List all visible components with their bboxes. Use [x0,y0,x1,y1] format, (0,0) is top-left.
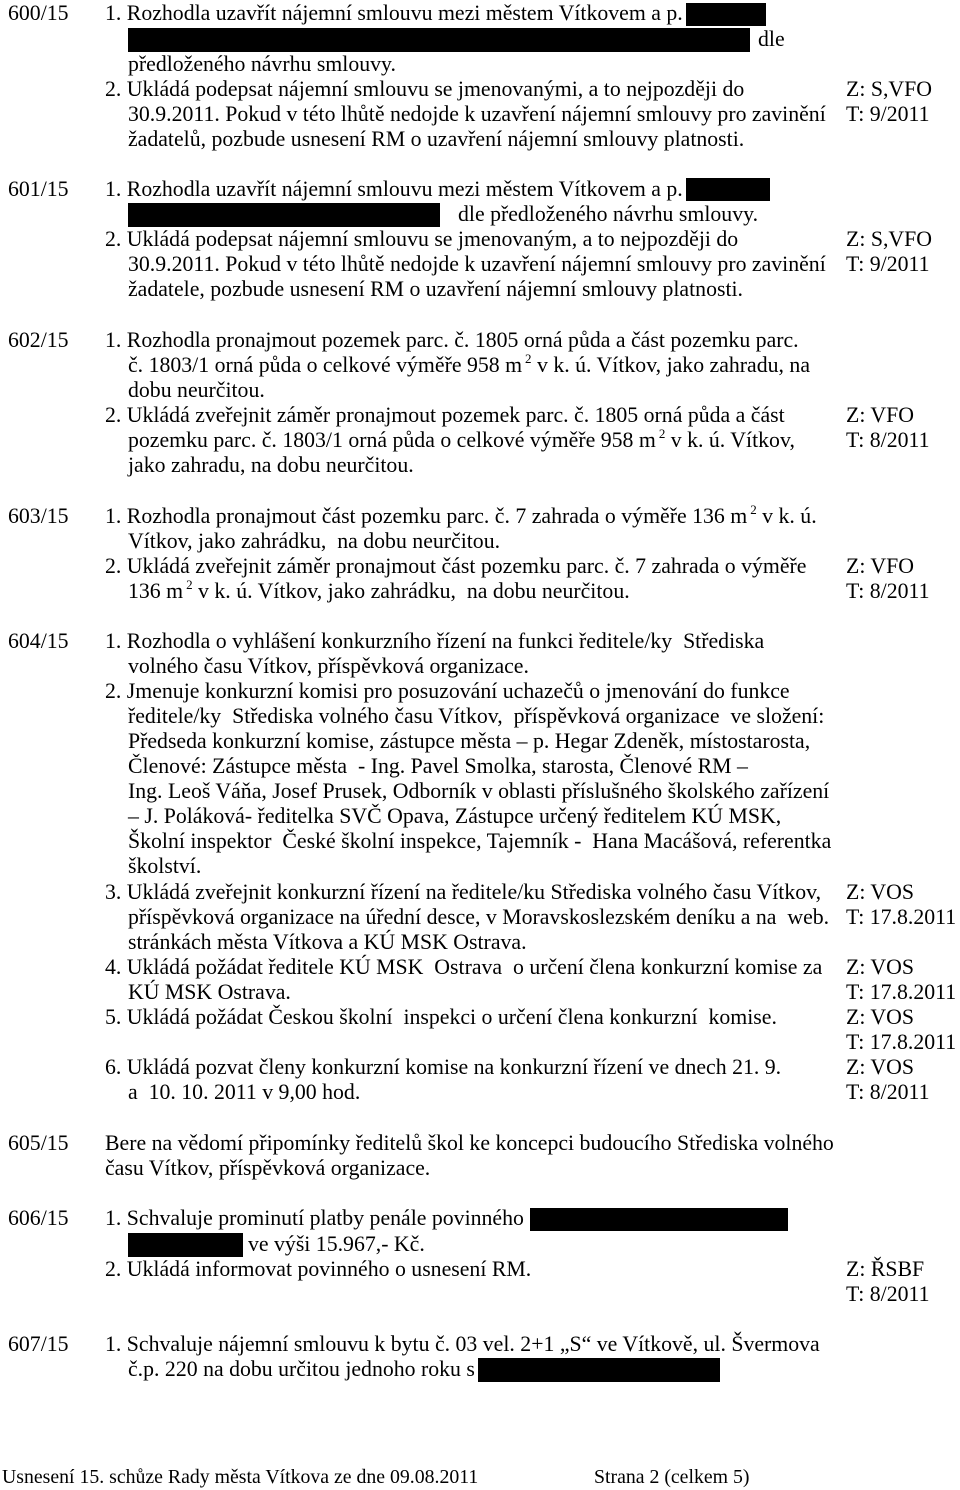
resolution-text-line [105,504,817,529]
resolution-text-line: 1. Rozhodla o vyhlášení konkurzního řízení na funkci ředitele/ky Střediska [105,629,765,653]
resolution-number: 600/15 [8,1,69,25]
resolution-text-line: 5. Ukládá požádat Českou školní inspekci o určení člena konkurzní komise. [105,1005,777,1029]
deadline-label: T: 8/2011 [846,579,930,603]
deadline-label: T: 17.8.2011 [846,905,957,929]
redaction-box [478,1358,720,1382]
resolution-text-line: dle [758,27,785,51]
redaction-box [128,1233,243,1257]
resolution-text-line: času Vítkov, příspěvková organizace. [105,1156,431,1180]
text-segment: pozemku parc. č. 1803/1 orná půda o celkové výměře 958 m [128,428,656,452]
resolution-text-line: KÚ MSK Ostrava. [128,980,291,1004]
text-segment: v k. ú. Vítkov, jako zahrádku, na dobu neurčitou. [192,579,630,603]
responsible-label: Z: S,VFO [846,77,932,101]
footer-meeting-title: Usnesení 15. schůze Rady města Vítkova ze dne 09.08.2011 [2,1466,479,1488]
text-segment: č. 1803/1 orná půda o celkové výměře 958 m [128,353,523,377]
resolution-text-line: 1. Rozhodla uzavřít nájemní smlouvu mezi městem Vítkovem a p. [105,1,683,25]
resolution-number: 601/15 [8,177,69,201]
deadline-label: T: 9/2011 [846,252,930,276]
area-superscript: 2 [658,426,666,441]
footer-page-number: Strana 2 (celkem 5) [594,1466,750,1488]
resolution-text-line: stránkách města Vítkova a KÚ MSK Ostrava. [128,930,527,954]
resolution-text-line: 1. Schvaluje prominutí platby penále povinného [105,1206,524,1230]
resolution-text-line: 2. Ukládá podepsat nájemní smlouvu se jmenovanými, a to nejpozději do [105,77,745,101]
redaction-box [530,1208,788,1231]
text-segment: v k. ú. Vítkov, [665,428,795,452]
resolution-text-line: 30.9.2011. Pokud v této lhůtě nedojde k uzavření nájemní smlouvy pro zavinění [128,102,826,126]
resolution-text-line: předloženého návrhu smlouvy. [128,52,396,76]
resolution-text-line: 1. Rozhodla pronajmout pozemek parc. č. 1805 orná půda a část pozemku parc. [105,328,799,352]
resolution-text-line [128,353,810,378]
resolution-text-line: školství. [128,854,202,878]
resolution-text-line: Vítkov, jako zahrádku, na dobu neurčitou. [128,529,501,553]
deadline-label: T: 9/2011 [846,102,930,126]
redaction-box [128,203,440,227]
resolution-text-line: 1. Schvaluje nájemní smlouvu k bytu č. 03 vel. 2+1 „S“ ve Vítkově, ul. Švermova [105,1332,820,1356]
text-segment: 136 m [128,579,184,603]
resolution-text-line: 6. Ukládá pozvat členy konkurzní komise na konkurzní řízení ve dnech 21. 9. [105,1055,782,1079]
deadline-label: T: 17.8.2011 [846,1030,957,1054]
resolution-text-line: a 10. 10. 2011 v 9,00 hod. [128,1080,361,1104]
resolution-number: 604/15 [8,629,69,653]
responsible-label: Z: S,VFO [846,227,932,251]
resolution-text-line: 2. Ukládá podepsat nájemní smlouvu se jmenovaným, a to nejpozději do [105,227,739,251]
resolution-number: 602/15 [8,328,69,352]
responsible-label: Z: VFO [846,403,915,427]
resolution-text-line: 2. Jmenuje konkurzní komisi pro posuzování uchazečů o jmenování do funkce [105,679,790,703]
responsible-label: Z: VFO [846,554,915,578]
resolution-number: 605/15 [8,1131,69,1155]
resolution-text-line: Ing. Leoš Váňa, Josef Prusek, Odborník v oblasti příslušného školského zařízení [128,779,830,803]
responsible-label: Z: VOS [846,880,915,904]
area-superscript: 2 [750,502,757,517]
resolution-text-line: dle předloženého návrhu smlouvy. [458,202,759,226]
responsible-label: Z: ŘSBF [846,1257,925,1281]
resolution-text-line: příspěvková organizace na úřední desce, v Moravskoslezském deníku a na web. [128,905,830,929]
resolution-text-line: dobu neurčitou. [128,378,265,402]
deadline-label: T: 17.8.2011 [846,980,957,1004]
resolution-text-line: žadatelů, pozbude usnesení RM o uzavření nájemní smlouvy platnosti. [128,127,745,151]
resolution-text-line: Školní inspektor České školní inspekce, Tajemník - Hana Macášová, referentka [128,829,832,853]
responsible-label: Z: VOS [846,955,915,979]
resolution-text-line [128,579,630,604]
resolution-text-line: 2. Ukládá zveřejnit záměr pronajmout část pozemku parc. č. 7 zahrada o výměře [105,554,807,578]
responsible-label: Z: VOS [846,1005,915,1029]
redaction-box [128,28,750,52]
redaction-box [686,178,770,201]
resolution-text-line: 3. Ukládá zveřejnit konkurzní řízení na ředitele/ku Střediska volného času Vítkov, [105,880,822,904]
resolution-text-line: Předseda konkurzní komise, zástupce města – p. Hegar Zdeněk, místostarosta, [128,729,811,753]
resolution-text-line: 4. Ukládá požádat ředitele KÚ MSK Ostrava o určení člena konkurzní komise za [105,955,823,979]
area-superscript: 2 [525,351,532,366]
resolution-number: 607/15 [8,1332,69,1356]
resolution-text-line: 30.9.2011. Pokud v této lhůtě nedojde k uzavření nájemní smlouvy pro zavinění [128,252,826,276]
deadline-label: T: 8/2011 [846,1080,930,1104]
resolution-text-line: ve výši 15.967,- Kč. [248,1232,425,1256]
text-segment: v k. ú. [756,504,817,528]
deadline-label: T: 8/2011 [846,428,930,452]
text-segment: 1. Rozhodla pronajmout část pozemku parc. č. 7 zahrada o výměře 136 m [105,504,748,528]
area-superscript: 2 [186,577,193,592]
resolution-text-line: 2. Ukládá informovat povinného o usnesení RM. [105,1257,532,1281]
responsible-label: Z: VOS [846,1055,915,1079]
resolution-text-line [128,428,795,453]
resolution-text-line: 2. Ukládá zveřejnit záměr pronajmout pozemek parc. č. 1805 orná půda a část [105,403,785,427]
resolution-number: 603/15 [8,504,69,528]
redaction-box [686,3,766,26]
resolution-text-line: jako zahradu, na dobu neurčitou. [128,453,414,477]
resolution-text-line: 1. Rozhodla uzavřít nájemní smlouvu mezi městem Vítkovem a p. [105,177,683,201]
resolution-text-line: č.p. 220 na dobu určitou jednoho roku s [128,1357,475,1381]
text-segment: v k. ú. Vítkov, jako zahradu, na [531,353,810,377]
deadline-label: T: 8/2011 [846,1282,930,1306]
resolution-text-line: – J. Poláková- ředitelka SVČ Opava, Zástupce určený ředitelem KÚ MSK, [128,804,782,828]
resolution-text-line: volného času Vítkov, příspěvková organizace. [128,654,529,678]
resolution-text-line: Členové: Zástupce města - Ing. Pavel Smolka, starosta, Členové RM – [128,754,748,778]
resolution-text-line: Bere na vědomí připomínky ředitelů škol ke koncepci budoucího Střediska volného [105,1131,834,1155]
resolution-text-line: ředitele/ky Střediska volného času Vítkov, příspěvková organizace ve složení: [128,704,825,728]
resolution-text-line: žadatele, pozbude usnesení RM o uzavření nájemní smlouvy platnosti. [128,277,744,301]
resolution-number: 606/15 [8,1206,69,1230]
